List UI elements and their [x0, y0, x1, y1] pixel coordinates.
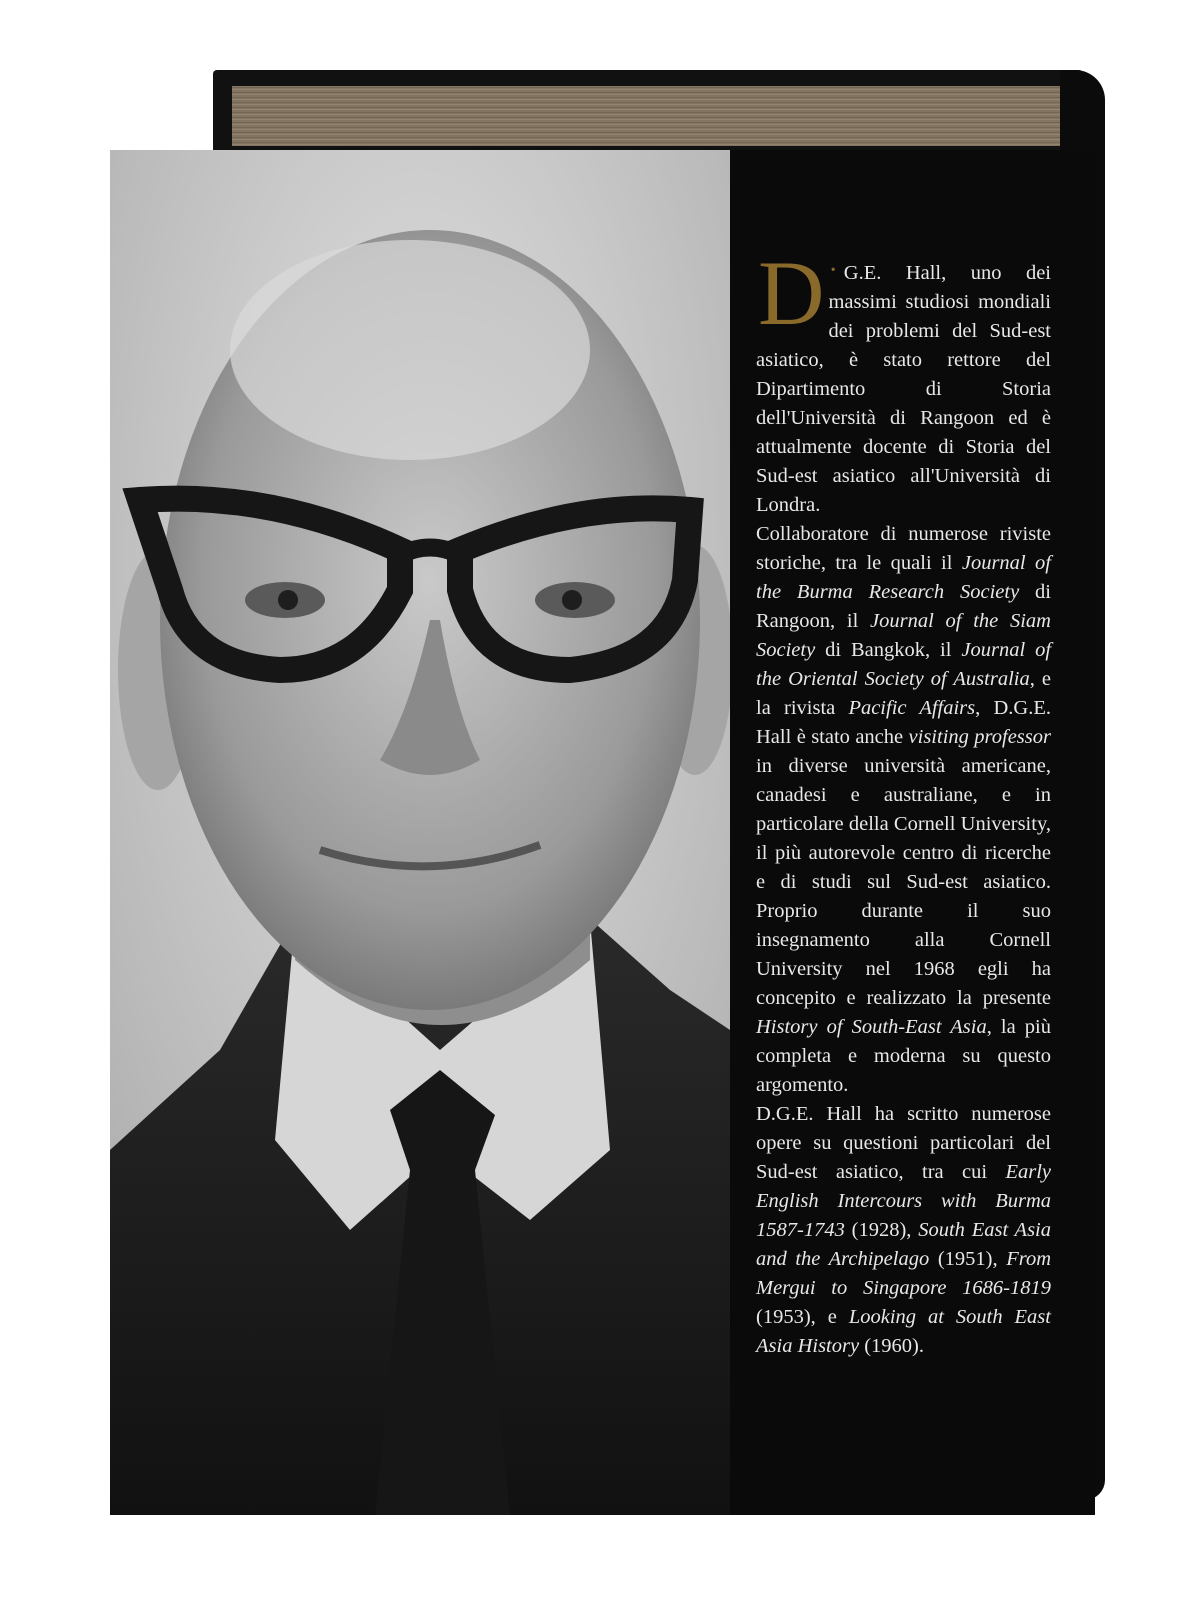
author-biography — [756, 242, 1052, 1361]
bio-dropcap-dot: · — [828, 255, 838, 286]
bio-italic-title: History of South-East Asia — [756, 1016, 987, 1038]
bio-italic-title: Journal of the Oriental Society of Australia — [756, 639, 1052, 690]
bio-italic-title: Looking at South East Asia History — [756, 1306, 1051, 1357]
bio-italic-title: Journal of the Siam Society — [756, 610, 1051, 661]
bio-italic-title: visiting professor — [908, 726, 1051, 748]
bio-dropcap: D — [758, 242, 825, 344]
bio-paragraph-1 — [756, 242, 1051, 520]
bio-italic-title: Journal of the Burma Research Society — [756, 552, 1051, 603]
bio-italic-title: South East Asia and the Archipelago — [756, 1219, 1052, 1270]
bio-paragraph-3: D.G.E. Hall ha scritto numerose opere su questioni particolari del Sud-est asiatico, tra cui Early English Intercours with Burma 1587-1743 (1928), South East Asia and the Archipelago (1951), From Mergui to Singapore 1686-1819 (1953), e Looking at South East Asia History (1960). — [756, 1103, 1052, 1357]
book-page-block — [232, 86, 1067, 146]
bio-italic-title: Pacific Affairs — [848, 697, 976, 719]
bio-paragraph-2: Collaboratore di numerose riviste storiche, tra le quali il Journal of the Burma Research Society di Rangoon, il Journal of the Siam Society di Bangkok, il Journal of the Oriental Society of Australia, e la rivista Pacific Affairs, D.G.E. Hall è stato anche visiting professor in diverse università americane, canadesi e australiane, e in particolare della Cornell University, il più autorevole centro di ricerche e di studi sul Sud-est asiatico. Proprio durante il suo insegnamento alla Cornell University nel 1968 egli ha concepito e realizzato la presente History of South-East Asia, la più completa e moderna su questo argomento. — [756, 523, 1052, 1096]
author-portrait-photo — [110, 150, 730, 1515]
bio-paragraph-1-text: G.E. Hall, uno dei massimi studiosi mondiali dei problemi del Sud-est asiatico, è stato rettore del Dipartimento di Storia dell'Università di Rangoon ed è attualmente docente di Storia del Sud-est asiatico all'Università di Londra. — [756, 262, 1051, 516]
bio-italic-title: Early English Intercours with Burma 1587-1743 — [756, 1161, 1051, 1241]
bio-italic-title: From Mergui to Singapore 1686-1819 — [756, 1248, 1051, 1299]
